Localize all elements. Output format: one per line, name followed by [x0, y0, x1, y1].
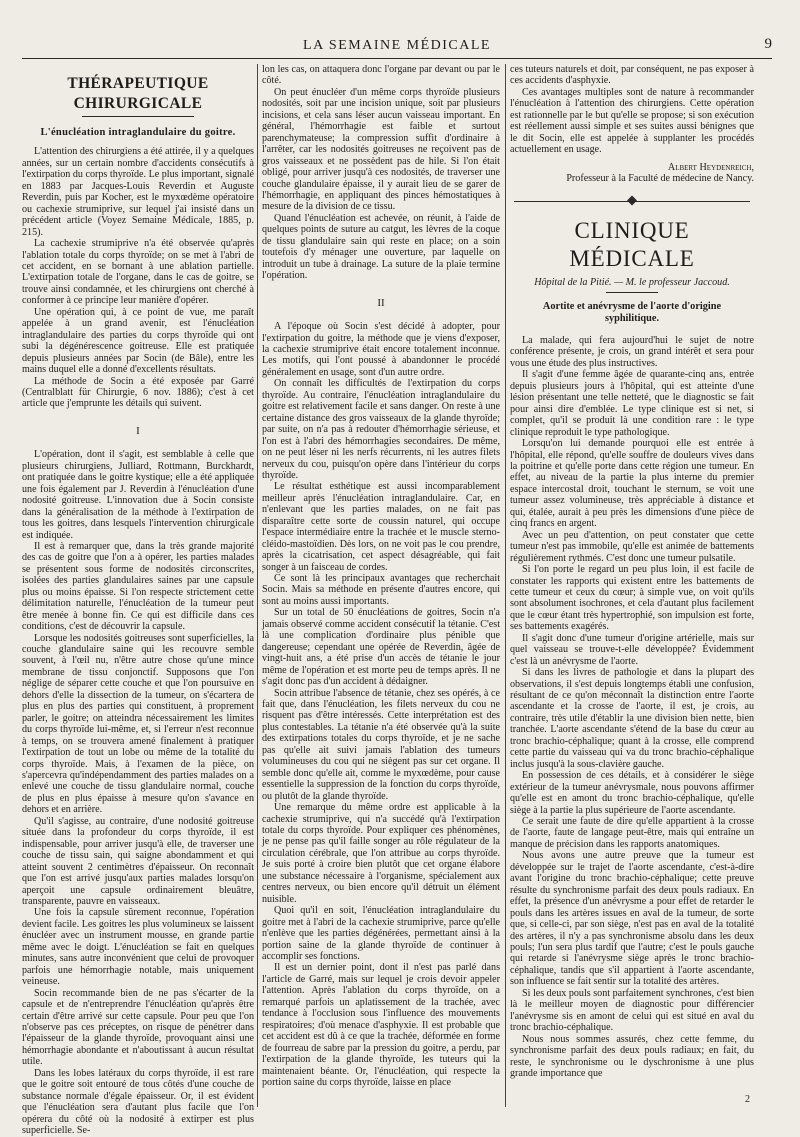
column-rule-left — [257, 64, 258, 1107]
paragraph: Lorsque les nodosités goitreuses sont superficielles, la couche glandulaire saine qui les recouvre semble souvent, à l'œil nu, n'être autre chose qu'une mince membrane de tissu conjonctif. Supposons que l'on néglige de séparer cette couche et que l'on poursuive en dehors d'elle la dissection de la tumeur, on s'écartera de plus en plus des parties qui constituent, à proprement parler, le goitre; on atteindra nécessairement les limites du corps thyroïde lui-même, et, si l'erreur n'est reconnue à temps, on se trouvera amené finalement à pratiquer l'extirpation de tout un lobe ou même de la totalité du corps thyroïde. Mais, à l'examen de la pièce, on s'apercevra qu'indépendamment des parties malades on a enlevé une couche de tissu glandulaire normal, couche de plus en plus épaisse à mesure qu'on s'avance en dehors et en arrière. — [22, 632, 254, 816]
paragraph: Le résultat esthétique est aussi incomparablement meilleur après l'énucléation intraglandulaire. Car, en n'enlevant que les parties malades, on ne fait pas disparaître cette sorte de coussin naturel, qui occupe l'espace intermédiaire entre la trachée et le muscle sterno-cléido-mastoïdien. Dès lors, on ne voit pas le cou prendre, après la cicatrisation, cet aspect désagréable, qui fait songer à un faisceau de cordes. — [262, 481, 500, 573]
paragraph: L'attention des chirurgiens a été attirée, il y a quelques années, sur un certain nombre d'accidents consécutifs à l'extirpation du corps thyroïde. Le plus important, signalé en 1883 par Jacques-Louis Reverdin et Auguste Reverdin, puis par Kocher, est le myxœdème opératoire ou cachexie strumiprive, sur lequel j'ai insisté dans un précédent article (Voyez Semaine Médicale, 1885, p. 215). — [22, 146, 254, 238]
article-title: Aortite et anévrysme de l'aorte d'origine syphilitique. — [542, 300, 722, 324]
paragraph: Quand l'énucléation est achevée, on réunit, à l'aide de quelques points de suture au catgut, les lèvres de la coque de tissu glandulaire sain qui reste en place; on a soin toutefois d'y ménager une ouverture, par laquelle on introduit un tube à drainage. La suture de la plaie termine l'opération. — [262, 212, 500, 282]
paragraph: Nous nous sommes assurés, chez cette femme, du synchronisme parfait des deux pouls radiaux; en fait, du reste, le synchronisme ou le dyschronisme à une plus grande importance que — [510, 1033, 754, 1079]
section-number: I — [136, 424, 140, 437]
column-1 — [22, 64, 254, 1137]
paragraph: Avec un peu d'attention, on peut constater que cette tumeur n'est pas immobile, qu'elle est animée de battements régulièrement rythmés. C'est donc une tumeur pulsatile. — [510, 529, 754, 564]
column-2 — [262, 64, 500, 1107]
paragraph: Il s'agit d'une femme âgée de quarante-cinq ans, entrée depuis plusieurs jours à l'hôpital, qui est atteinte d'une lésion présentant une telle netteté, que le diagnostic se fait pour ainsi dire d'emblée. Le type clinique est si net, si complet, qu'il se produit là une condition rare : le type clinique reproduit le type pathologique. — [510, 369, 754, 438]
paragraph: La malade, qui fera aujourd'hui le sujet de notre conférence présente, je crois, un grand intérêt et sera pour vous une étude des plus instructives. — [510, 334, 754, 369]
paragraph: ces tuteurs naturels et doit, par conséquent, ne pas exposer à ces accidents d'asphyxie. — [510, 64, 754, 87]
paragraph: Ce serait une faute de dire qu'elle appartient à la crosse de l'aorte, faute de langage peut-être, mais qui entraîne un manque de précision dans les rapports anatomiques. — [510, 816, 754, 850]
paragraph: Une opération qui, à ce point de vue, me paraît appelée à un grand avenir, est l'énucléation intraglandulaire des parties du corps thyroïde qui ont subi la dégénérescence goitreuse. Elle est pratiquée depuis plusieurs années par Socin (de Bâle), entre les mains duquel elle a donné d'excellents résultats. — [22, 306, 254, 376]
column-3 — [510, 64, 754, 1107]
paragraph: Lorsqu'on lui demande pourquoi elle est entrée à l'hôpital, elle répond, qu'elle souffre de douleurs vives dans la poitrine et qu'elle porte dans cette région une tumeur. En effet, au niveau de la partie la plus interne du premier espace intercostal droit, touchant le sternum, se voit une tumeur assez volumineuse, très appréciable à distance et qui, étalée, aurait à peu près les dimensions d'une pièce de cinq francs en argent. — [510, 438, 754, 530]
section-ornament — [510, 193, 754, 211]
short-rule — [606, 292, 658, 293]
paragraph: Quoi qu'il en soit, l'énucléation intraglandulaire du goitre met à l'abri de la cachexie strumiprive, parce qu'elle n'enlève que les parties dégénérées, permettant ainsi à la portion saine de la glande thyroïde de continuer à accomplir ses fonctions. — [262, 905, 500, 962]
author-affiliation: Professeur à la Faculté de médecine de Nancy. — [566, 173, 754, 185]
paragraph: Il s'agit donc d'une tumeur d'origine artérielle, mais sur quel vaisseau se trouve-t-elle développée? Évidemment c'est là un anévrysme de l'aorte. — [510, 632, 754, 667]
paragraph: Une fois la capsule sûrement reconnue, l'opération devient facile. Les goitres les plus volumineux se laissent énucléer avec un instrument mousse, en grande partie même avec le doigt. L'énucléation se fait en quelques minutes, sans autre inconvénient que celui de provoquer parfois une hémorrhagie notable, mais uniquement veineuse. — [22, 907, 254, 988]
paragraph: La méthode de Socin a été exposée par Garré (Centralblatt für Chirurgie, 6 nov. 1886); c'est à cet article que j'emprunte les détails qui suivent. — [22, 375, 254, 410]
paragraph: Socin recommande bien de ne pas s'écarter de la capsule et de n'entreprendre l'énucléation qu'après être certain d'être arrivé sur cette capsule. Pour peu que l'on n'observe pas ces préceptes, on risque de pénétrer dans l'épaisseur de la glande thyroïde, provoquant ainsi une hémorrhagie abondante et n'aboutissant à aucun résultat utile. — [22, 987, 254, 1068]
page-number: 9 — [764, 36, 772, 52]
article-subhead: L'énucléation intraglandulaire du goitre. — [40, 127, 236, 138]
paragraph: La cachexie strumiprive n'a été observée qu'après l'ablation totale du corps thyroïde; on se met à l'abri de cet accident, en se bornant à une ablation partielle. L'extirpation totale de l'organe, dans le cas de goitre, se trouve ainsi condamnée, et les chirurgiens ont cherché à conformer à ce principe leur manière d'opérer. — [22, 238, 254, 307]
paragraph: Il est à remarquer que, dans la très grande majorité des cas de goitre que l'on a à opérer, les parties malades se présentent sous forme de nodosités circonscrites, isolées des parties glandulaires saines par une capsule plus ou moins épaisse. Si l'on respecte strictement cette délimitation naturelle, l'énucléation de la tumeur peut être menée à bonne fin. Ce qui est difficile dans ces conditions, c'est de découvrir la capsule. — [22, 540, 254, 633]
column-rule-right — [505, 64, 506, 1107]
paragraph: Qu'il s'agisse, au contraire, d'une nodosité goitreuse située dans la profondeur du corps thyroïde, il est indispensable, pour arriver jusqu'à elle, de traverser une couche de tissu sain, qui saigne abondamment et qui atteint souvent 2 centimètres d'épaisseur. On reconnaît que l'on est arrivé jusqu'aux parties malades lorsqu'on aperçoit une capsule ordinairement bleuâtre, transparente, pauvre en vaisseaux. — [22, 815, 254, 907]
journal-title: LA SEMAINE MÉDICALE — [303, 38, 491, 53]
paragraph: lon les cas, on attaquera donc l'organe par devant ou par le côté. — [262, 64, 500, 87]
paragraph: Une remarque du même ordre est applicable à la cachexie strumiprive, qui n'a succédé qu'à l'extirpation totale du corps thyroïde. Pour expliquer ces phénomènes, je ne pense pas qu'il faille songer au rôle régulateur de la circulation cérébrale, que l'on attribue au corps thyroïde. Je suis porté à croire bien plutôt que cet organe élabore une substance nécessaire à l'organisme, spécialement aux centres nerveux, ou bien encore qu'il détruit un élément nuisible. — [262, 802, 500, 905]
header-rule — [22, 58, 772, 59]
signature-mark: 2 — [745, 1094, 750, 1105]
running-head — [22, 38, 772, 60]
paragraph: Si l'on porte le regard un peu plus loin, il est facile de constater les rapports qui existent entre les battements de cette tumeur et ceux du cœur; à simple vue, on voit qu'ils sont absolument isochrones, et cela d'autant plus facilement que le cœur étant très hypertrophié, son impulsion est forte, ses battements exagérés. — [510, 564, 754, 633]
hospital-line: Hôpital de la Pitié. — M. le professeur Jaccoud. — [534, 276, 730, 288]
section-title-clinique: CLINIQUE MÉDICALE — [569, 217, 695, 271]
paragraph: Dans les lobes latéraux du corps thyroïde, il est rare que le goitre soit entouré de tous côtés d'une couche de substance normale d'égale épaisseur. Or, il est évident que l'énucléation sera d'autant plus facile que l'on opérera du côté où la nodosité à extirper est plus superficielle. Se- — [22, 1067, 254, 1137]
paragraph: Sur un total de 50 énucléations de goitres, Socin n'a jamais observé comme accident consécutif la tétanie. C'est là une complication d'ordinaire plus pénible que dangereuse; cependant une opérée de Reverdin, âgée de vingt-huit ans, a été prise d'un accès de tétanie le jour même de l'opération et est morte peu de temps après. Il ne s'agit donc pas d'un accident à dédaigner. — [262, 607, 500, 688]
section-title-therapeutique: THÉRAPEUTIQUE CHIRURGICALE — [67, 75, 209, 112]
paragraph: On peut énucléer d'un même corps thyroïde plusieurs nodosités, soit par une incision unique, soit par plusieurs incisions, et cela sans léser aucun vaisseau important. En général, l'hémorrhagie est faible et surtout parenchymateuse; la compression suffit d'ordinaire à l'arrêter, car les nodosités goitreuses ne reçoivent pas de gros vaisseaux et ne possèdent pas de hile. Si l'on était obligé, pour arriver jusqu'à ces nodosités, de traverser une couche glandulaire épaisse, il y aurait lieu de se garer de l'hémorrhagie, en appliquant des pinces hémostatiques à mesure de la division de ce tissu. — [262, 86, 500, 213]
paragraph: Si dans les livres de pathologie et dans la plupart des observations, il s'est depuis longtemps établi une confusion, résultant de ce qu'on méconnaît la distinction entre l'aorte ascendante et la crosse de l'aorte, il est, je crois, au contraire, très utile d'établir la une division bien nette, bien tranchée. L'aorte ascendante s'étend de la base du cœur au tronc brachio-céphalique; quant à la crosse, elle comprend cette partie du vaisseau qui va du tronc brachio-céphalique inclus jusqu'à la sous-clavière gauche. — [510, 667, 754, 770]
paragraph: Ce sont là les principaux avantages que recherchait Socin. Mais sa méthode en présente d'autres encore, qui sont au moins aussi importants. — [262, 573, 500, 607]
paragraph: A l'époque où Socin s'est décidé à adopter, pour l'extirpation du goitre, la méthode que je viens d'exposer, la cachexie strumiprive était encore totalement inconnue. Les motifs, qui l'ont poussé à abandonner le procédé généralement en usage, sont d'un autre ordre. — [262, 321, 500, 378]
paragraph: Ces avantages multiples sont de nature à recommander l'énucléation à l'attention des chirurgiens. Cette opération est rationnelle par le but qu'elle se propose; si son exécution est réellement aussi simple et ses suites aussi bénignes que le dit Socin, elle est appelée à supplanter les procédés actuellement en usage. — [510, 86, 754, 156]
paragraph: L'opération, dont il s'agit, est semblable à celle que plusieurs chirurgiens, Julliard, Rottmann, Burckhardt, ont pratiquée dans le goitre kystique; elle a été appliquée une fois également par J. Reverdin à l'énucléation d'une nodosité goitreuse. L'innovation due à Socin consiste dans la généralisation de la méthode à l'extirpation de tous les goitres, dans lesquels l'intervention chirurgicale est indiquée. — [22, 449, 254, 541]
paragraph: Si les deux pouls sont parfaitement synchrones, c'est bien là le meilleur moyen de diagnostic pour différencier l'anévrysme sis en amont de celui qui est situé en aval du tronc brachio-céphalique. — [510, 987, 754, 1034]
section-number: II — [377, 296, 385, 309]
paragraph: Socin attribue l'absence de tétanie, chez ses opérés, à ce fait que, dans l'énucléation, les filets nerveux du cou ne risquent pas d'être intéressés. Cette interprétation est des plus contestables. La tétanie n'a été observée qu'à la suite des extirpations totales du corps thyroïde, et je ne sache pas qu'elle ait suivi jamais l'ablation des tumeurs volumineuses du cou qui ne siègent pas sur cet organe. Il semble donc qu'elle ait, comme le myxœdème, pour cause essentielle la suppression de la fonction du corps thyroïde, ou plutôt de la glande thyroïde. — [262, 687, 500, 802]
diamond-ornament-icon — [627, 195, 637, 205]
author-signature: Albert Heydenreich, — [667, 161, 754, 173]
title-rule — [82, 116, 194, 117]
paragraph: Nous avons une autre preuve que la tumeur est développée sur le trajet de l'aorte ascendante, c'est-à-dire avant l'origine du tronc brachio-céphalique; cette preuve résulte du synchronisme parfait des deux pouls radiaux. En effet, la présence d'un anévrysme a pour effet de retarder le pouls dans les artères issues en aval de la tumeur, de sorte que, si celle-ci, par son siège, n'est pas en aval de la totalité des artères, il n'y a pas synchronisme absolu dans les deux pouls; l'un sera plus tardif que l'autre; c'est le pouls gauche qui retarde si l'anévrysme siège après le tronc brachio-céphalique, tandis que s'il appartient à l'aorte ascendante, son influence se fait sentir sur la totalité des artères. — [510, 850, 754, 988]
paragraph: En possession de ces détails, et à considérer le siège extérieur de la tumeur anévrysmale, nous pouvons affirmer qu'elle est en amont du tronc brachio-céphalique, qu'elle siège à la partie la plus supérieure de l'aorte ascendante. — [510, 770, 754, 816]
paragraph: On connaît les difficultés de l'extirpation du corps thyroïde. Au contraire, l'énucléation intraglandulaire du goitre est relativement facile et sans danger. On reste à une certaine distance des gros vaisseaux de la glande thyroïde; par suite, on n'a pas à redouter d'hémorrhagie sérieuse, et l'on est à l'abri des hémorrhagies secondaires. De même, on ne peut léser ni les nerfs récurrents, ni les autres filets nerveux du cou, puisqu'on opère dans l'intérieur du corps thyroïde. — [262, 378, 500, 481]
paragraph: Il est un dernier point, dont il n'est pas parlé dans l'article de Garré, mais sur lequel je crois devoir appeler l'attention. Après l'ablation du corps thyroïde, on a remarqué parfois un aplatissement de la trachée, avec tendance à l'occlusion sous l'influence des mouvements respiratoires; d'où menace d'asphyxie. Il est probable que cet accident est dû à ce que la trachée, déformée en forme de fourreau de sabre par la pression du goitre, a perdu, par l'extirpation de la glande thyroïde, les tuteurs qui la maintenaient béante. Or, l'énucléation, qui respecte la portion saine du corps thyroïde, laisse en place — [262, 962, 500, 1088]
